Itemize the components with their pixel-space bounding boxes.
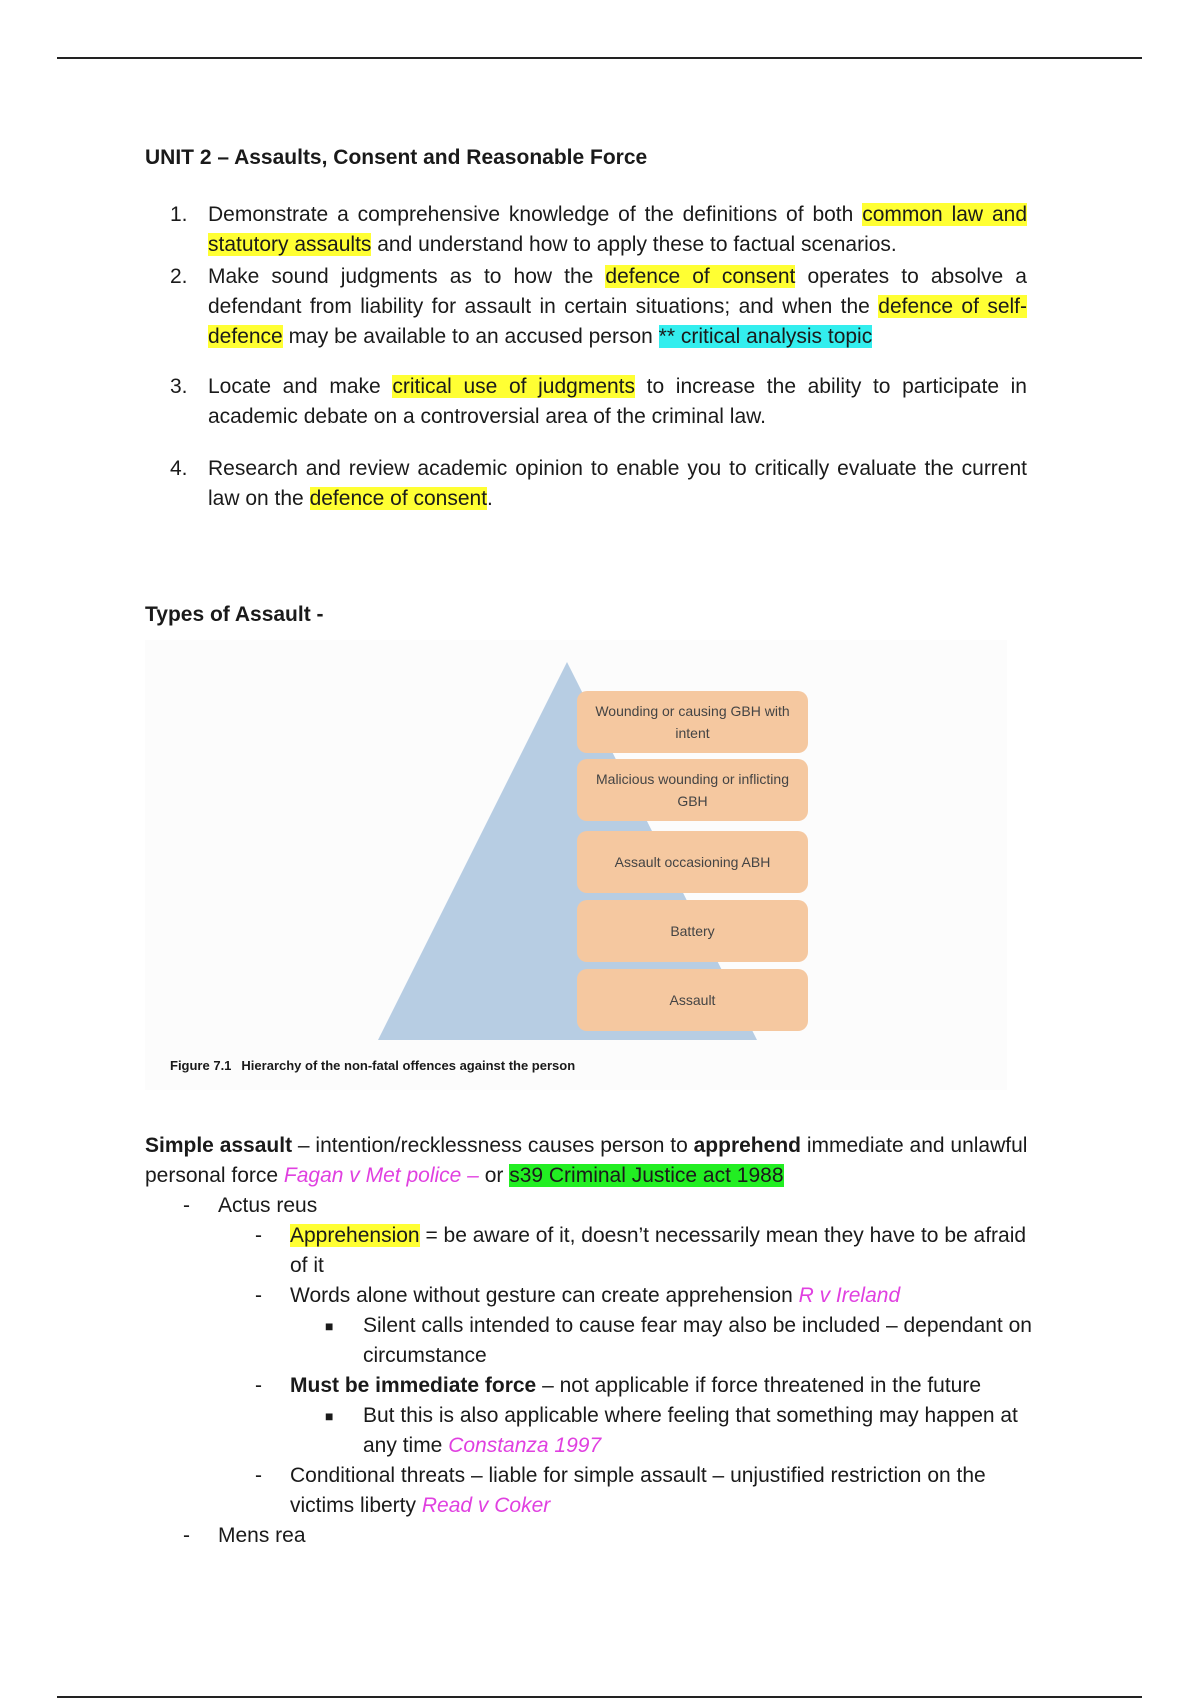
square-bullet: ■ [325,1318,334,1334]
simple-assault-notes [145,1131,1045,1551]
bullet-point [145,1401,1045,1461]
objective-text: Research and review academic opinion to enable you to critically evaluate the current law on the [208,457,1027,510]
objective-text: . [487,487,493,510]
note-text: Actus reus [218,1194,318,1217]
types-of-assault-heading: Types of Assault - [145,603,324,626]
top-rule [57,57,1142,59]
note-highlight: s39 Criminal Justice act 1988 [509,1164,784,1187]
note-case-citation: Constanza 1997 [448,1434,602,1457]
note-bold-term: apprehend [693,1134,801,1157]
objective-item [170,372,1027,432]
note-text: – not applicable if force threatened in the future [536,1374,982,1397]
offence-hierarchy-figure [145,640,1007,1090]
bottom-rule [57,1696,1142,1698]
hierarchy-box-malicious-wounding: Malicious wounding or inflicting GBH [577,759,808,821]
objective-number: 3. [170,375,188,398]
note-text: Conditional threats – liable for simple assault – unjustified restriction on the victims liberty [290,1464,986,1517]
objective-item [170,454,1027,514]
square-bullet: ■ [325,1408,334,1424]
objective-text: to increase the ability to participate in academic debate on a controversial area of the criminal law. [208,375,1027,428]
objective-text: Demonstrate a comprehensive knowledge of the definitions of both [208,203,863,226]
objective-text: may be available to an accused person [282,325,659,348]
objective-highlight: defence of consent [605,265,796,288]
objective-text [208,372,1027,432]
objective-text: Locate and make [208,375,393,398]
note-text: Words alone without gesture can create apprehension [290,1284,799,1307]
dash-bullet: - [255,1224,262,1247]
dash-bullet: - [255,1284,262,1307]
bullet-point [145,1281,1045,1311]
note-case-citation: R v Ireland [798,1284,901,1307]
hierarchy-box-wounding-with-intent: Wounding or causing GBH with intent [577,691,808,753]
figure-caption [170,1058,575,1073]
bullet-point [145,1521,1045,1551]
figure-caption-text: Hierarchy of the non-fatal offences against the person [241,1058,576,1073]
objective-number: 2. [170,265,188,288]
note-text: or [478,1164,510,1187]
note-bold-term: Simple assault [145,1134,293,1157]
note-highlight: Apprehension [290,1224,420,1247]
dash-bullet: - [183,1194,190,1217]
bullet-point [145,1461,1045,1521]
objective-text: Make sound judgments as to how the [208,265,606,288]
hierarchy-box-assault: Assault [577,969,808,1031]
objective-text: and understand how to apply these to factual scenarios. [371,233,897,256]
objective-text: operates to absolve a defendant from liability for assault in certain situations; and when the [208,265,1027,318]
objective-text [208,262,1027,352]
note-text: Mens rea [218,1524,306,1547]
note-text: – intention/recklessness causes person to [292,1134,694,1157]
objective-highlight: defence of self-defence [208,295,1028,348]
bullet-point [145,1311,1045,1371]
objective-highlight: ** critical analysis topic [658,325,873,348]
note-text: = be aware of it, doesn’t necessarily mean they have to be afraid of it [290,1224,1027,1277]
hierarchy-box-battery: Battery [577,900,808,962]
definition-paragraph [145,1131,1045,1191]
dash-bullet: - [255,1464,262,1487]
note-case-citation: Fagan v Met police – [283,1164,479,1187]
bullet-point [145,1191,1045,1221]
objective-item [170,200,1027,260]
page-title: UNIT 2 – Assaults, Consent and Reasonable Force [145,146,648,169]
objective-text [208,454,1027,514]
dash-bullet: - [255,1374,262,1397]
note-case-citation: Read v Coker [421,1494,551,1517]
pyramid-graphic [145,640,1007,1090]
hierarchy-box-abh: Assault occasioning ABH [577,831,808,893]
dash-bullet: - [183,1524,190,1547]
note-text: immediate and unlawful personal force [145,1134,1028,1187]
objective-number: 1. [170,203,188,226]
note-bold-term: Must be immediate force [290,1374,537,1397]
objective-highlight: defence of consent [309,487,488,510]
bullet-point [145,1371,1045,1401]
objective-highlight: common law and statutory assaults [208,203,1027,256]
objective-item [170,262,1027,352]
objective-text [208,200,1027,260]
figure-caption-label: Figure 7.1 [170,1058,232,1073]
objective-number: 4. [170,457,188,480]
note-text: But this is also applicable where feeling that something may happen at any time [363,1404,1018,1457]
note-text: Silent calls intended to cause fear may also be included – dependant on circumstance [363,1314,1032,1367]
objective-highlight: critical use of judgments [392,375,636,398]
bullet-point [145,1221,1045,1281]
